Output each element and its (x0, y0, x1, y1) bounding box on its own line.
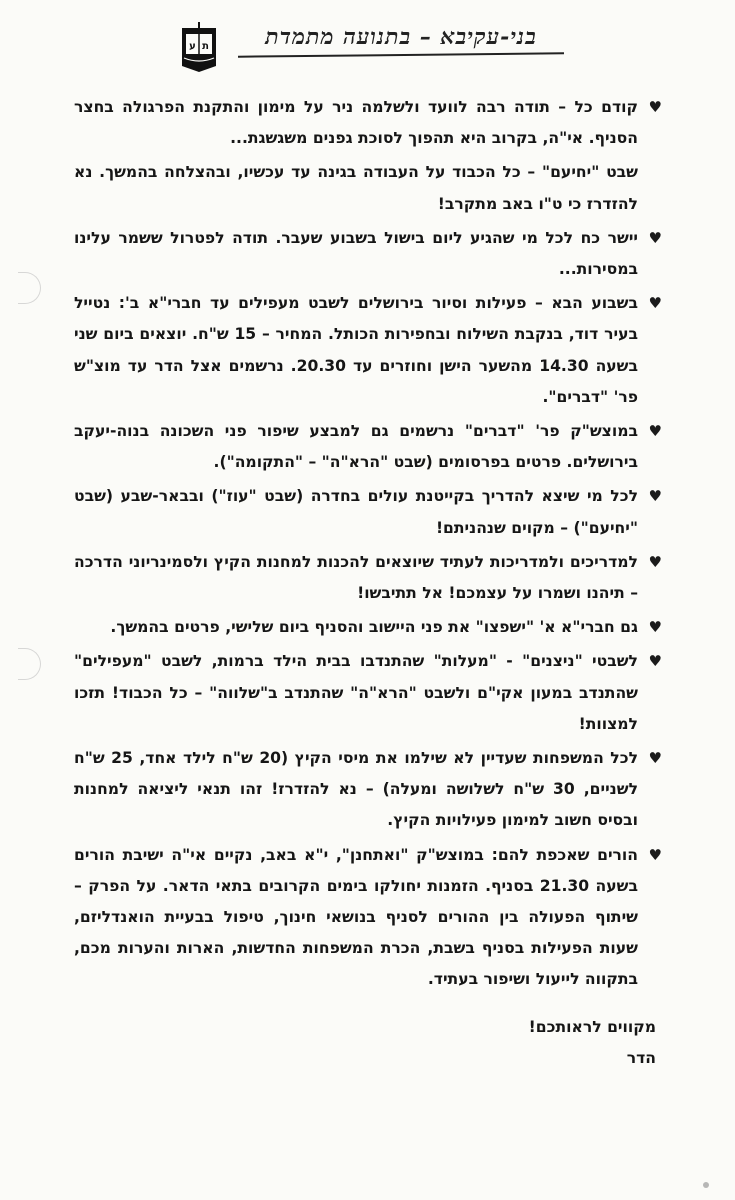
heart-icon: ♥ (648, 552, 662, 571)
news-item-text: למדריכים ולמדריכות לעתיד שיוצאים להכנות למחנות הקיץ ולסמינריוני הדרכה – תיהנו ושמרו על עצמכם! אל תתיבשו! (74, 552, 638, 603)
closing-block (74, 1012, 660, 1074)
news-item (74, 288, 660, 413)
news-item-text: לשבטי "ניצנים" - "מעלות" שהתנדבו בבית הילד ברמות, לשבט "מעפילים" שהתנדב במעון אקי"ם ולשבט "הרא"ה" שהתנדב ב"שלווה" – כל הכבוד! תזכו למצוות! (74, 652, 638, 733)
heart-icon: ♥ (648, 652, 662, 671)
news-item-text: לכל המשפחות שעדיין לא שילמו את מיסי הקיץ (20 ש"ח לילד אחד, 25 ש"ח לשניים, 30 ש"ח לשלושה ומעלה) – נא להזדרז! זהו תנאי ליציאה למחנות ובסיס חשוב למימון פעילויות הקיץ. (74, 749, 639, 830)
heart-icon: ♥ (648, 487, 662, 506)
news-item (74, 612, 660, 643)
heart-icon: ♥ (648, 294, 662, 313)
heart-icon: ♥ (648, 228, 662, 247)
news-item (74, 223, 660, 285)
heart-icon: ♥ (648, 98, 662, 116)
header (0, 10, 735, 80)
paper-speck (703, 1182, 709, 1188)
logo-icon (176, 18, 222, 76)
newsletter-body (74, 92, 660, 1074)
page-title: בני-עקיבא – בתנועה מתמדת (265, 24, 537, 50)
heart-icon: ♥ (648, 845, 662, 864)
logo-letter-right: ת (202, 41, 209, 52)
news-item-text: יישר כח לכל מי שהגיע ליום בישול בשבוע שעבר. תודה לפטרול ששמר עלינו במסירות... (74, 228, 638, 279)
news-item-text: שבט "יחיעם" – כל הכבוד על העבודה בגינה עד עכשיו, ובהצלחה בהמשך. נא להזדרז כי ט"ו באב מתקרב! (74, 163, 638, 213)
punch-hole (18, 648, 41, 680)
closing-line: מקווים לראותכם! (528, 1017, 656, 1036)
title-underline (238, 52, 564, 57)
signature: הדר (626, 1048, 656, 1067)
news-item (74, 743, 660, 837)
heart-icon: ♥ (648, 422, 662, 441)
news-item-text: קודם כל – תודה רבה לוועד ולשלמה ניר על מימון והתקנת הפרגולה בחצר הסניף. אי"ה, בקרוב היא תהפוך לסוכת גפנים משגשגת... (74, 98, 638, 148)
news-item-text: גם חברי"א א' "ישפצו" את פני היישוב והסניף ביום שלישי, פרטים בהמשך. (110, 618, 638, 637)
punch-hole (18, 272, 41, 304)
news-item (74, 92, 660, 154)
heart-icon: ♥ (648, 749, 662, 768)
heart-icon: ♥ (648, 618, 662, 637)
news-item (74, 481, 660, 543)
news-item (74, 646, 660, 740)
logo-letter-left: ע (189, 41, 196, 52)
news-item (74, 840, 660, 996)
news-item-text: בשבוע הבא – פעילות וסיור בירושלים לשבט מעפילים עד חברי"א ב': נטייל בעיר דוד, בנקבת השילוח ובחפירות הכותל. המחיר – 15 ש"ח. יוצאים ביום שני בשעה 14.30 מהשער הישן וחוזרים עד 20.30. נרשמים אצל הדר עד מוצ"ש פר' "דברים". (74, 294, 639, 406)
news-item-text: לכל מי שיצא להדריך בקייטנת עולים בחדרה (שבט "עוז") ובבאר-שבע (שבט "יחיעם") – מקוים שנהניתם! (74, 487, 638, 537)
news-item (74, 416, 660, 478)
news-item (74, 547, 660, 609)
news-item-text: במוצש"ק פר' "דברים" נרשמים גם למבצע שיפור פני השכונה בנוה-יעקב בירושלים. פרטים בפרסומים (שבט "הרא"ה" – "התקומה"). (74, 422, 638, 472)
news-item-text: הורים שאכפת להם: במוצש"ק "ואתחנן", י"א באב, נקיים אי"ה ישיבת הורים בשעה 21.30 בסניף. הזמנות יחולקו בימים הקרובים בתאי הדאר. על הפרק – שיתוף הפעולה בין ההורים לסניף בנושאי חינוך, טיפול בבעיית הואנדליזם, שעות הפעילות בסניף בשבת, הכרת המשפחות החדשות, הארות והערות מכם, בתקווה לייעול ושיפור בעתיד. (74, 845, 638, 989)
news-item (74, 157, 660, 219)
